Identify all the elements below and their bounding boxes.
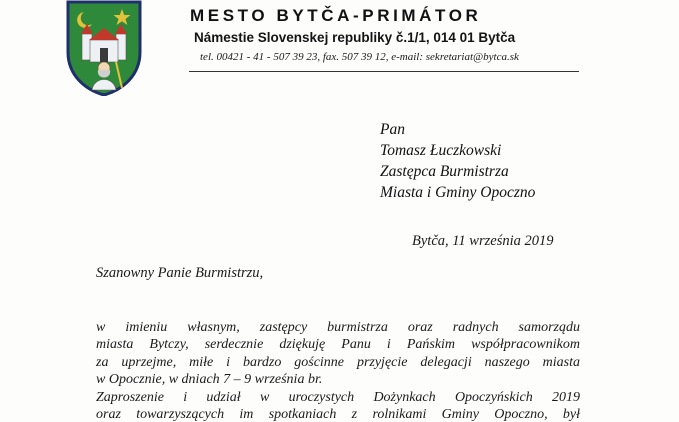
- letterhead-title: MESTO BYTČA-PRIMÁTOR: [190, 6, 482, 25]
- salutation: Szanowny Panie Burmistrzu,: [96, 265, 264, 281]
- body-line: miasta Bytczy, serdecznie dziękuję Panu i Pańskim współpracownikom: [96, 337, 580, 353]
- coat-of-arms-icon: [62, 0, 146, 96]
- body-line: w Opocznie, w dniach 7 – 9 września br.: [96, 372, 323, 388]
- recipient-address-block: [380, 119, 535, 203]
- letterhead-contact: tel. 00421 - 41 - 507 39 23, fax. 507 39 12, e-mail: sekretariat@bytca.sk: [200, 51, 519, 63]
- body-line: oraz towarzyszących im spotkaniach z rolnikami Gminy Opoczno, był: [96, 407, 580, 422]
- recipient-line: Zastępca Burmistrza: [380, 163, 509, 180]
- letterhead-address: Námestie Slovenskej republiky č.1/1, 014 01 Bytča: [194, 30, 516, 45]
- body-line: Zaproszenie i udział w uroczystych Dożynkach Opoczyńskich 2019: [96, 389, 580, 405]
- recipient-line: Pan: [380, 121, 405, 138]
- recipient-line: Tomasz Łuczkowski: [380, 142, 502, 159]
- body-line: w imieniu własnym, zastępcy burmistrza oraz radnych samorządu: [96, 320, 580, 335]
- recipient-line: Miasta i Gminy Opoczno: [380, 184, 536, 201]
- body-line: za uprzejme, miłe i bardzo gościnne przyjęcie delegacji naszego miasta: [96, 354, 580, 370]
- letter-body: [96, 319, 580, 422]
- letter-date: Bytča, 11 września 2019: [412, 233, 554, 249]
- letterhead-divider: [189, 71, 579, 72]
